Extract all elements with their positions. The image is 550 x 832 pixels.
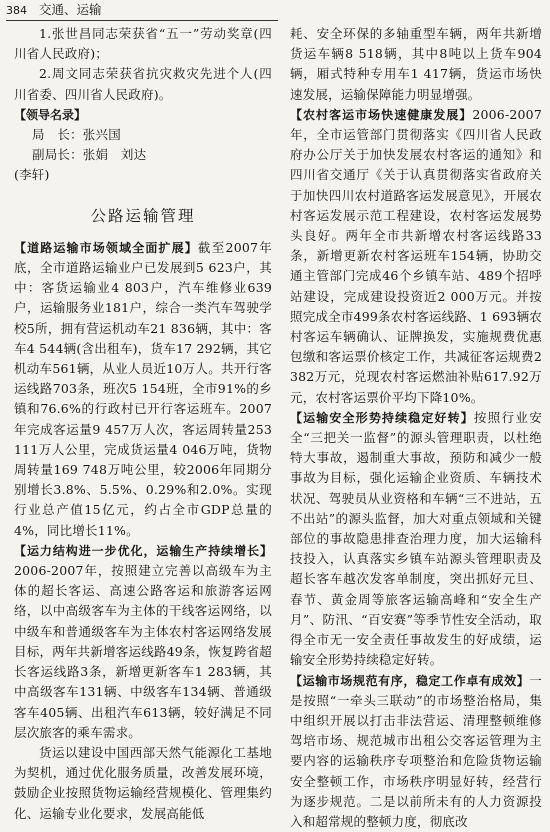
award-item: 1.张世昌同志荣获省“五一”劳动奖章(四川省人民政府)； — [14, 24, 272, 64]
paragraph — [14, 743, 272, 824]
paragraph — [14, 238, 272, 541]
leaders-heading — [14, 105, 272, 125]
paragraph-tag: 【农村客运市场快速健康发展】 — [290, 108, 472, 122]
running-header — [6, 1, 278, 21]
paragraph-tag: 【运输市场规范有序，稳定工作卓有成效】 — [290, 674, 529, 688]
paragraph-text: 一是按照“一牵头三联动”的市场整治格局，集中组织开展以打击非法营运、清理整顿维修驾培市场、规范城市出租公交客运管理为主要内容的运输秩序专项整治和危险货物运输安全整顿工作，市场秩序明显好转，经营行为逐步规范。二是以前所未有的人力资源投入和超常规的整顿力度，彻底改 — [290, 673, 542, 829]
right-column — [290, 24, 542, 832]
page-number: 384 — [6, 4, 27, 17]
paragraph-tag: 【运输安全形势持续稳定好转】 — [290, 411, 474, 425]
paragraph — [14, 541, 272, 743]
leaders-tag: 【领导名录】 — [14, 105, 86, 125]
paragraph-tag: 【运力结构进一步优化，运输生产持续增长】 — [14, 544, 272, 558]
header-title: 交通、运输 — [39, 2, 102, 17]
award-item: 2.周文同志荣获省抗灾救灾先进个人(四川省委、四川省人民政府)。 — [14, 64, 272, 104]
left-column — [14, 24, 272, 824]
paragraph — [290, 408, 542, 671]
paragraph-text: 按照行业安全“三把关一监督”的源头管理职责，以杜绝特大事故，遏制重大事故，预防和减少一般事故为目标，强化运输企业资质、车辆技术状况、驾驶员从业资格和车辆“三不进站，五不出站”的源头监督，加大对重点领域和关键部位的事故隐患排查治理力度，加大运输科技投入，认真落实乡镇车站源头管理职责及超长客车越次发客单制度，突出抓好元旦、春节、黄金周等旅客运输高峰和“安全生产月”、防汛、“百安赛”等季节性安全活动，取得全市无一安全责任事故发生的好成绩，运输安全形势持续稳定好转。 — [290, 410, 542, 667]
paragraph-text: 截至2007年底，全市道路运输业户已发展到5 623户，其中：客货运输业4 803户，汽车维修业639户，运输服务业181户，综合一类汽车驾驶学校5所，拥有营运机动车21 836辆，其中：客车4 544辆(含出租车)，货车17 292辆，其它机动车561辆，从业人员近10万人。共开行客运线路703条，班次5 154班，全市91%的乡镇和76.6%的行政村已开行客运班车。2007年完成客运量9 457万人次，客运周转量253 111万人公里，完成货运量4 046万吨，货物周转量169 748万吨公里，较2006年同期分别增长3.8%、5.5%、0.29%和2.0%。实现行业总产值15亿元，约占全市GDP总量的4%，同比增长11%。 — [14, 240, 272, 538]
paragraph — [290, 671, 542, 832]
paragraph — [290, 24, 542, 105]
paragraph-text: 2006-2007年，全市运管部门贯彻落实《四川省人民政府办公厅关于加快发展农村客运的通知》和四川省交通厅《关于认真贯彻落实省政府关于加快四川农村道路客运发展意见》，开展农村客运发展示范工程建设，农村客运发展势头良好。两年全市共新增农村客运线路33条，新增更新农村客运班车154辆，协助交通主管部门完成46个乡镇车站、489个招呼站建设，完成建设投资近2 000万元。并按照完成全市499条农村客运线路、1 693辆农村客运车辆确认、证牌换发，实施规费优惠包缴和客运票价核定工作，共减征客运规费2 382万元，兑现农村客运燃油补贴617.92万元，农村客运票价平均下降10%。 — [290, 107, 542, 405]
author-credit: (李轩) — [14, 165, 272, 185]
leader-entry: 局 长：张兴国 — [14, 125, 272, 145]
paragraph-text: 耗、安全环保的多轴重型车辆，两年共新增货运车辆8 518辆，其中8吨以上货车904辆，厢式特种专用车1 417辆，货运市场快速发展，运输保障能力明显增强。 — [290, 26, 542, 102]
leaders-list — [14, 125, 272, 165]
section-title: 公路运输管理 — [14, 206, 272, 226]
paragraph-text: 货运以建设中国西部天然气能源化工基地为契机，通过优化服务质量，改善发展环境，鼓励企业按照货物运输经营规模化、管理集约化、运输专业化要求，发展高能低 — [14, 745, 272, 821]
paragraph — [290, 105, 542, 408]
paragraph-tag: 【道路运输市场领域全面扩展】 — [14, 241, 198, 255]
leader-entry: 副局长：张娟 刘达 — [14, 145, 272, 165]
paragraph-text: 2006-2007年，按照建立完善以高级车为主体的超长客运、高速公路客运和旅游客运网络，以中高级客车为主体的干线客运网络，以中级车和普通级客车为主体农村客运网络发展目标，两年共新增客运线路49条，恢复跨省超长客运线路3条，新增更新客车1 283辆，其中高级客车131辆、中级客车134辆、普通级客车405辆、出租汽车613辆，较好满足不同层次旅客的乘车需求。 — [14, 563, 272, 740]
